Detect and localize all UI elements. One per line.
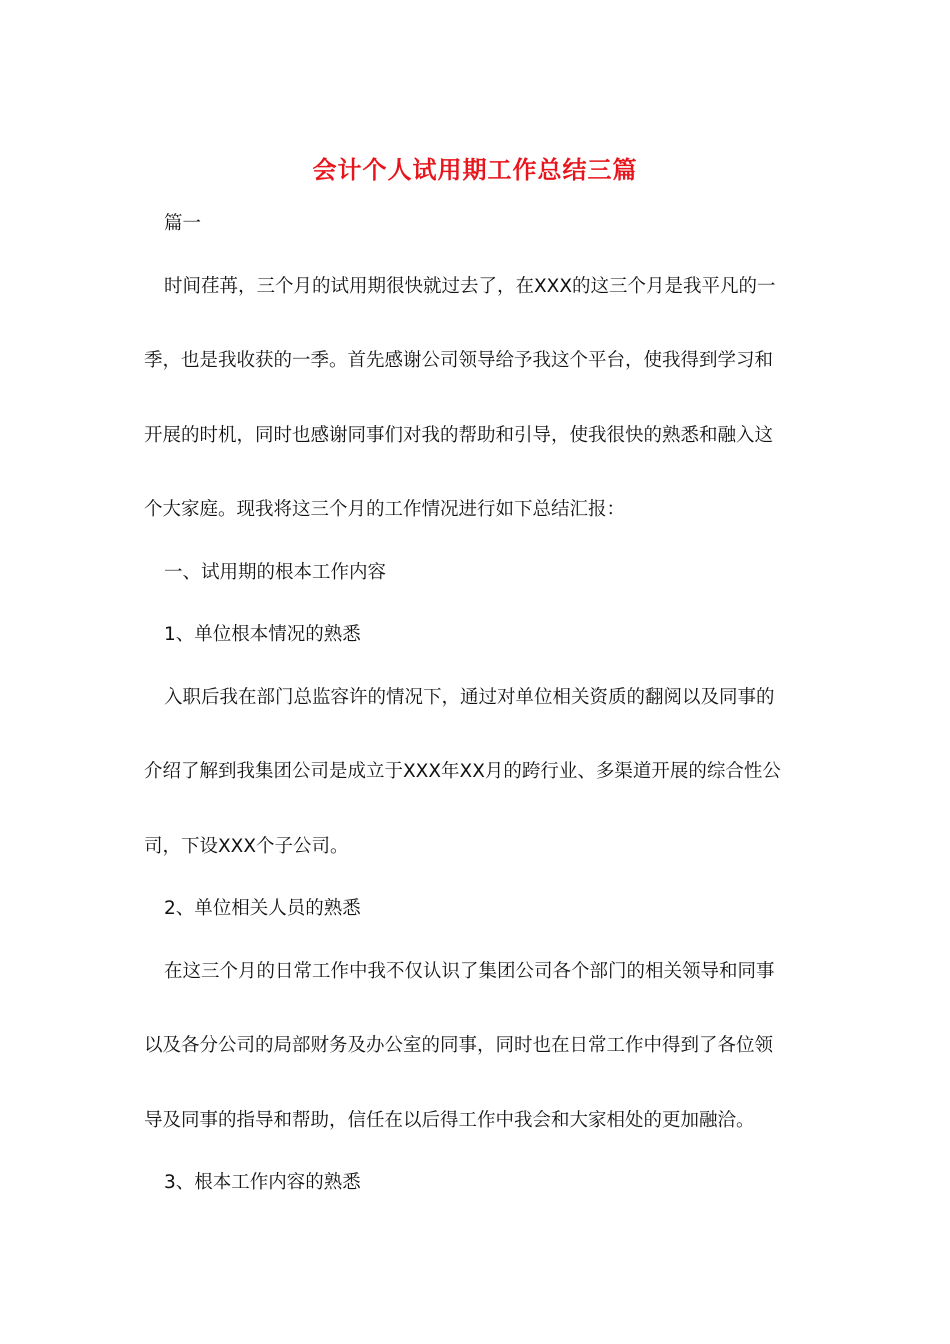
paragraph-line: 导及同事的指导和帮助，信任在以后得工作中我会和大家相处的更加融洽。	[144, 1110, 755, 1131]
subsection-heading: 3、根本工作内容的熟悉	[164, 1172, 361, 1193]
subsection-heading: 2、单位相关人员的熟悉	[164, 898, 361, 919]
paragraph-line: 介绍了解到我集团公司是成立于XXX年XX月的跨行业、多渠道开展的综合性公	[144, 761, 781, 782]
paragraph-line: 在这三个月的日常工作中我不仅认识了集团公司各个部门的相关领导和同事	[164, 961, 775, 982]
paragraph-line: 个大家庭。现我将这三个月的工作情况进行如下总结汇报：	[144, 499, 626, 520]
document-title: 会计个人试用期工作总结三篇	[312, 155, 638, 184]
subsection-heading: 1、单位根本情况的熟悉	[164, 624, 361, 645]
paragraph-line: 入职后我在部门总监容许的情况下，通过对单位相关资质的翻阅以及同事的	[164, 687, 775, 708]
paragraph-line: 司，下设XXX个子公司。	[144, 836, 349, 857]
paragraph-line: 季，也是我收获的一季。首先感谢公司领导给予我这个平台，使我得到学习和	[144, 350, 774, 371]
paragraph-line: 以及各分公司的局部财务及办公室的同事，同时也在日常工作中得到了各位领	[144, 1035, 774, 1056]
paragraph-line: 开展的时机，同时也感谢同事们对我的帮助和引导，使我很快的熟悉和融入这	[144, 425, 774, 446]
section-heading-part-one: 篇一	[164, 213, 202, 234]
section-heading: 一、试用期的根本工作内容	[164, 562, 387, 583]
paragraph-line: 时间荏苒，三个月的试用期很快就过去了，在XXX的这三个月是我平凡的一	[164, 276, 776, 297]
